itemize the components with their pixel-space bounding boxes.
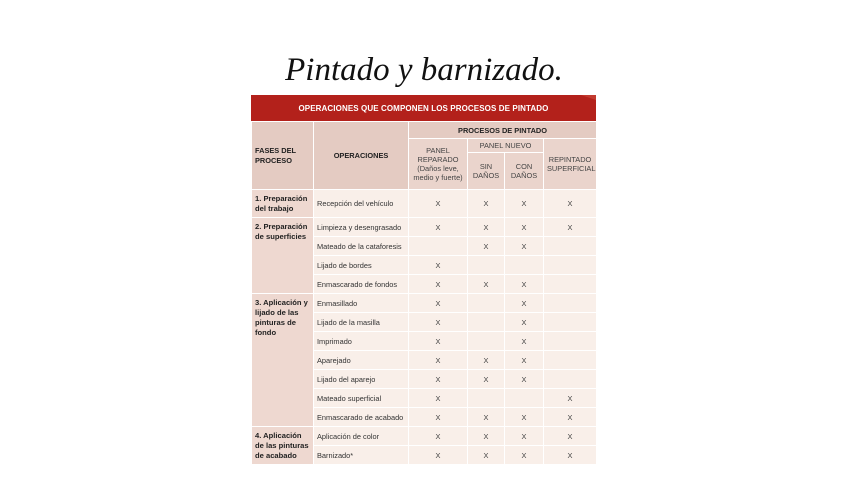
operation-label: Enmascarado de acabado xyxy=(314,408,409,427)
header-repintado: REPINTADO SUPERFICIAL xyxy=(544,139,597,190)
mark-cell: X xyxy=(468,370,505,389)
mark-cell xyxy=(544,370,597,389)
mark-cell: X xyxy=(468,237,505,256)
mark-cell: X xyxy=(544,389,597,408)
mark-cell: X xyxy=(409,275,468,294)
operation-label: Lijado de la masilla xyxy=(314,313,409,332)
mark-cell xyxy=(544,237,597,256)
mark-cell: X xyxy=(505,218,544,237)
mark-cell: X xyxy=(409,408,468,427)
header-operaciones: OPERACIONES xyxy=(314,122,409,190)
header-panel-nuevo: PANEL NUEVO xyxy=(468,139,544,153)
page-title: Pintado y barnizado. xyxy=(285,52,563,88)
header-panel-reparado: PANEL REPARADO (Daños leve, medio y fuerte) xyxy=(409,139,468,190)
table-row xyxy=(252,427,597,446)
mark-cell: X xyxy=(409,313,468,332)
operation-label: Mateado de la cataforesis xyxy=(314,237,409,256)
operation-label: Enmasillado xyxy=(314,294,409,313)
header-con-danos: CON DAÑOS xyxy=(505,153,544,190)
mark-cell: X xyxy=(409,351,468,370)
mark-cell: X xyxy=(468,408,505,427)
mark-cell: X xyxy=(505,313,544,332)
operation-label: Enmascarado de fondos xyxy=(314,275,409,294)
mark-cell xyxy=(468,313,505,332)
operation-label: Aparejado xyxy=(314,351,409,370)
mark-cell xyxy=(505,389,544,408)
mark-cell: X xyxy=(468,446,505,465)
mark-cell: X xyxy=(468,218,505,237)
operation-label: Lijado del aparejo xyxy=(314,370,409,389)
table-banner xyxy=(251,95,596,121)
banner-label: OPERACIONES QUE COMPONEN LOS PROCESOS DE PINTADO xyxy=(298,104,549,113)
mark-cell xyxy=(544,275,597,294)
mark-cell xyxy=(544,332,597,351)
mark-cell: X xyxy=(409,427,468,446)
mark-cell: X xyxy=(505,446,544,465)
header-sin-danos: SIN DAÑOS xyxy=(468,153,505,190)
table-row xyxy=(252,190,597,218)
mark-cell: X xyxy=(468,351,505,370)
mark-cell: X xyxy=(505,351,544,370)
mark-cell: X xyxy=(409,256,468,275)
mark-cell xyxy=(468,294,505,313)
mark-cell: X xyxy=(505,275,544,294)
table-row xyxy=(252,218,597,237)
mark-cell: X xyxy=(409,190,468,218)
mark-cell: X xyxy=(544,446,597,465)
mark-cell: X xyxy=(544,190,597,218)
mark-cell xyxy=(409,237,468,256)
operation-label: Aplicación de color xyxy=(314,427,409,446)
mark-cell xyxy=(544,313,597,332)
mark-cell: X xyxy=(505,294,544,313)
operation-label: Imprimado xyxy=(314,332,409,351)
header-procesos: PROCESOS DE PINTADO xyxy=(409,122,597,139)
mark-cell: X xyxy=(409,446,468,465)
operation-label: Mateado superficial xyxy=(314,389,409,408)
operation-label: Barnizado* xyxy=(314,446,409,465)
operations-table xyxy=(251,121,597,465)
phase-label: 3. Aplicación y lijado de las pinturas de fondo xyxy=(252,294,314,427)
mark-cell: X xyxy=(409,332,468,351)
mark-cell: X xyxy=(468,190,505,218)
mark-cell xyxy=(468,332,505,351)
operation-label: Lijado de bordes xyxy=(314,256,409,275)
mark-cell xyxy=(544,294,597,313)
mark-cell xyxy=(468,389,505,408)
mark-cell: X xyxy=(468,275,505,294)
mark-cell: X xyxy=(505,370,544,389)
mark-cell xyxy=(505,256,544,275)
operation-label: Limpieza y desengrasado xyxy=(314,218,409,237)
mark-cell: X xyxy=(505,408,544,427)
header-fases: FASES DEL PROCESO xyxy=(252,122,314,190)
table-row xyxy=(252,294,597,313)
mark-cell xyxy=(468,256,505,275)
mark-cell xyxy=(544,351,597,370)
mark-cell: X xyxy=(409,389,468,408)
mark-cell: X xyxy=(409,370,468,389)
mark-cell: X xyxy=(505,190,544,218)
operation-label: Recepción del vehículo xyxy=(314,190,409,218)
mark-cell: X xyxy=(409,294,468,313)
phase-label: 2. Preparación de superficies xyxy=(252,218,314,294)
mark-cell: X xyxy=(544,408,597,427)
mark-cell: X xyxy=(468,427,505,446)
mark-cell: X xyxy=(409,218,468,237)
phase-label: 1. Preparación del trabajo xyxy=(252,190,314,218)
mark-cell: X xyxy=(505,332,544,351)
phase-label: 4. Aplicación de las pinturas de acabado xyxy=(252,427,314,465)
mark-cell: X xyxy=(544,427,597,446)
mark-cell: X xyxy=(544,218,597,237)
mark-cell xyxy=(544,256,597,275)
mark-cell: X xyxy=(505,237,544,256)
mark-cell: X xyxy=(505,427,544,446)
